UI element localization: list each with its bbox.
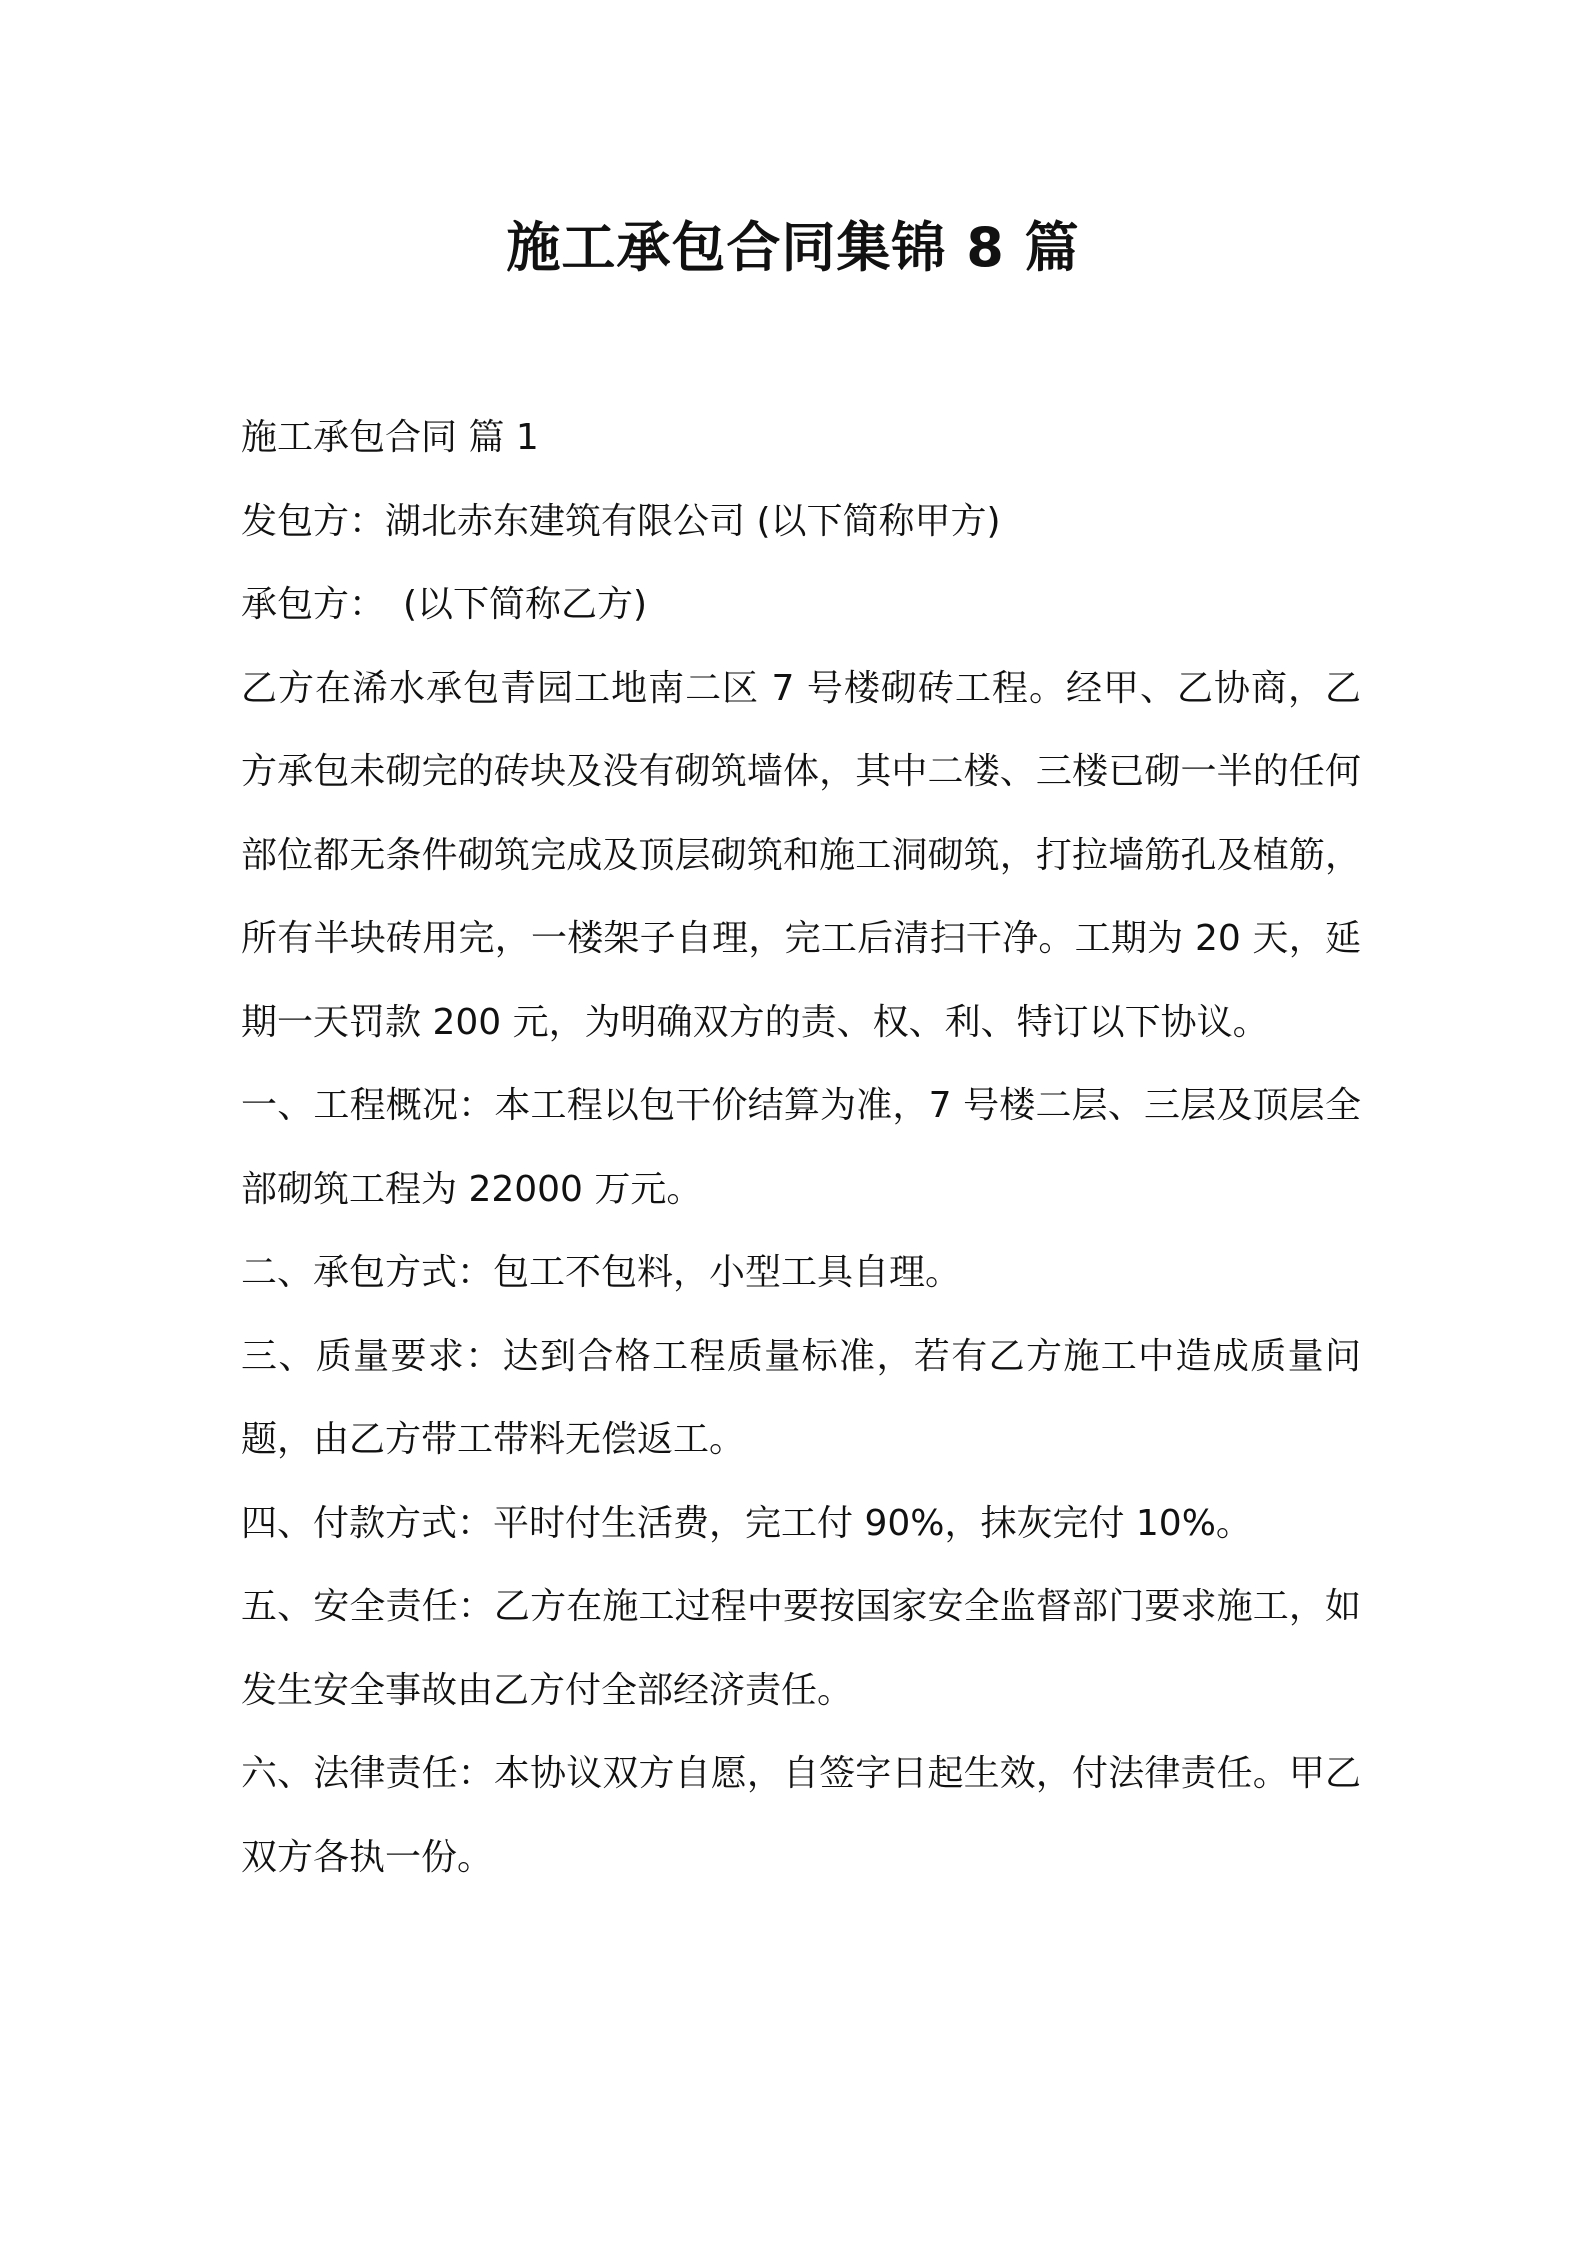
paragraph-contractor: 发包方：湖北赤东建筑有限公司 (以下简称甲方) bbox=[241, 500, 1001, 542]
paragraph-scope: 乙方在浠水承包青园工地南二区 7 号楼砌砖工程。经甲、乙协商，乙方承包未砌完的砖块及没有砌筑墙体，其中二楼、三楼已砌一半的任何部位都无条件砌筑完成及顶层砌筑和施工洞砌筑，打拉墙筋孔及植筋，所有半块砖用完，一楼架子自理，完工后清扫干净。工期为 20 天，延期一天罚款 200 元，为明确双方的责、权、利、特订以下协议。 bbox=[241, 667, 1361, 1043]
paragraph-clause-6: 六、法律责任：本协议双方自愿，自签字日起生效，付法律责任。甲乙双方各执一份。 bbox=[241, 1753, 1361, 1878]
paragraph-clause-2: 二、承包方式：包工不包料，小型工具自理。 bbox=[241, 1252, 962, 1293]
section-heading: 施工承包合同 篇 1 bbox=[241, 417, 539, 458]
paragraph-clause-5: 五、安全责任：乙方在施工过程中要按国家安全监督部门要求施工，如发生安全事故由乙方付全部经济责任。 bbox=[241, 1586, 1361, 1711]
paragraph-clause-3: 三、质量要求：达到合格工程质量标准，若有乙方施工中造成质量问题，由乙方带工带料无偿返工。 bbox=[241, 1335, 1361, 1460]
paragraph-clause-1: 一、工程概况：本工程以包干价结算为准，7 号楼二层、三层及顶层全部砌筑工程为 22000 万元。 bbox=[241, 1085, 1361, 1210]
document-body bbox=[241, 396, 1361, 1899]
paragraph-subcontractor: 承包方： (以下简称乙方) bbox=[241, 584, 648, 625]
document-title: 施工承包合同集锦 8 篇 bbox=[506, 216, 1080, 279]
paragraph-clause-4: 四、付款方式：平时付生活费，完工付 90%，抹灰完付 10%。 bbox=[241, 1502, 1252, 1544]
